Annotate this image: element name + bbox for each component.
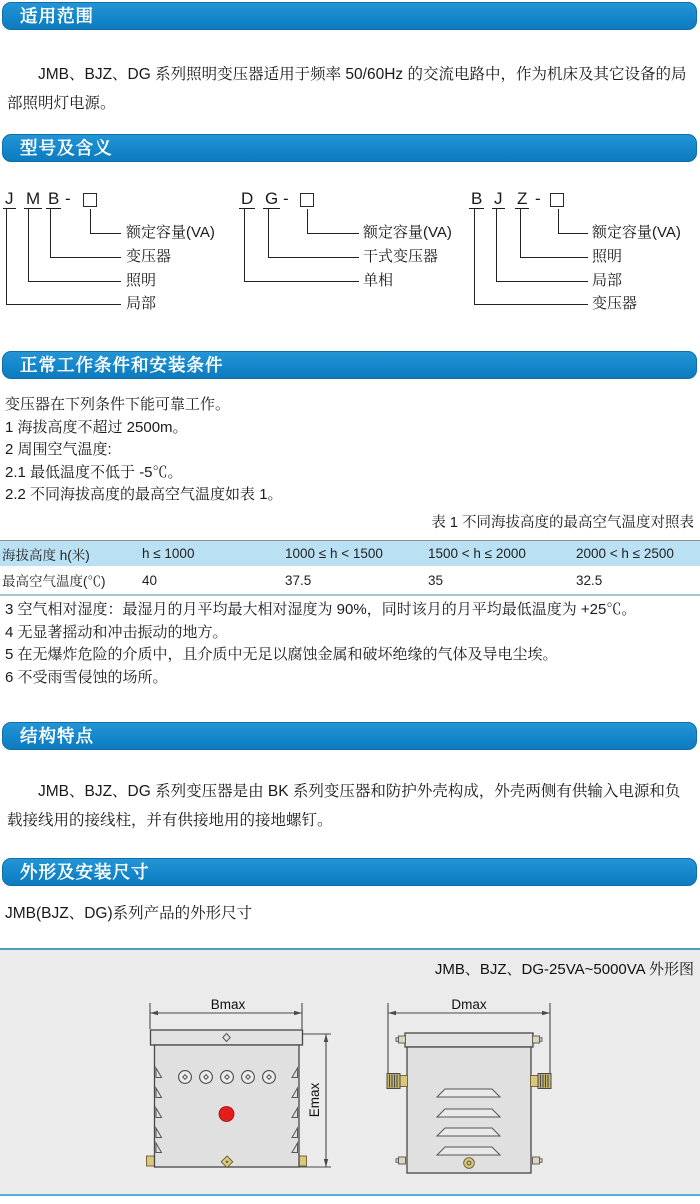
table-cell: 37.5 [285,572,312,588]
section-banner-scope [2,2,697,30]
capacity-box [550,193,564,207]
section-title-structure: 结构特点 [20,726,94,746]
ground-screw [464,1158,475,1169]
structure-paragraph: JMB、BJZ、DG 系列变压器是由 BK 系列变压器和防护外壳构成，外壳两侧有供输入电源和负载接线用的接线柱，并有供接地用的接地螺钉。 [7,783,681,829]
model-letter: B [471,189,483,208]
condition-line: 4 无显著摇动和冲击振动的地方。 [5,623,228,641]
dimensions-subtitle: JMB(BJZ、DG)系列产品的外形尺寸 [5,905,253,922]
scope-paragraph: JMB、BJZ、DG 系列照明变压器适用于频率 50/60Hz 的交流电路中，作为机床及其它设备的局部照明灯电源。 [7,66,687,112]
capacity-box [300,193,314,207]
capacity-box [83,193,97,207]
section-title-scope: 适用范围 [20,6,94,26]
section-banner-conditions [2,351,697,379]
table-caption: 表 1 不同海拔高度的最高空气温度对照表 [431,515,694,531]
model-label: 额定容量(VA) [363,224,452,241]
emax-dimension-label: Emax [307,1082,322,1118]
table-header-cell: 1500 < h ≤ 2000 [428,546,526,561]
section-title-model: 型号及含义 [20,138,113,158]
condition-line: 2 周围空气温度: [5,441,112,458]
connector-line [244,208,359,282]
model-letter: Z [517,189,528,208]
altitude-temperature-table [0,540,700,596]
bmax-dimension-label: Bmax [210,997,246,1012]
condition-line: 5 在无爆炸危险的介质中，且介质中无足以腐蚀金属和破坏绝缘的气体及导电尘埃。 [5,646,558,663]
model-separator: - [65,189,71,208]
red-indicator-light [219,1107,234,1122]
model-letter: B [48,189,60,208]
section-banner-structure [2,722,697,750]
conditions-list-continued [5,599,697,689]
model-label: 干式变压器 [363,248,439,265]
model-label: 局部 [592,272,623,289]
connector-line [6,208,121,305]
table-cell: 32.5 [576,572,603,588]
table-cell: 最高空气温度(℃) [2,574,106,589]
table-header-cell: 2000 < h ≤ 2500 [576,546,674,561]
table-header-row [0,541,700,566]
model-label: 照明 [592,248,623,265]
dmax-dimension-label: Dmax [451,997,487,1012]
model-label: 变压器 [592,295,638,312]
condition-line: 2.2 不同海拔高度的最高空气温度如表 1。 [5,486,283,503]
model-separator: - [535,189,541,208]
section-banner-model [2,134,697,162]
model-letter: D [241,189,254,208]
table-header-cell: h ≤ 1000 [142,546,195,561]
model-letter: J [5,189,14,208]
section-title-conditions: 正常工作条件和安装条件 [20,355,224,375]
model-letter: M [26,189,41,208]
transformer-body-front [155,1045,300,1167]
condition-line: 6 不受雨雪侵蚀的场所。 [5,668,168,686]
model-label: 额定容量(VA) [592,224,681,241]
table-header-cell: 海拔高度 h(米) [2,547,90,563]
figure-panel [0,948,700,1196]
connector-line [474,208,588,305]
table-cell: 40 [142,572,158,588]
model-label: 额定容量(VA) [126,224,215,241]
condition-line: 2.1 最低温度不低于 -5℃。 [5,463,183,481]
front-view-drawing [140,995,340,1180]
condition-line: 3 空气相对湿度：最湿月的月平均最大相对湿度为 90%，同时该月的月平均最低温度为 +25℃。 [5,601,637,618]
model-label: 局部 [126,295,157,312]
table-row [0,566,700,594]
model-separator: - [283,189,289,208]
condition-line: 1 海拔高度不超过 2500m。 [5,418,188,436]
side-view-drawing [380,995,560,1180]
section-banner-dimensions [2,858,697,886]
section-title-dimensions: 外形及安装尺寸 [20,862,150,882]
model-label: 变压器 [126,248,172,265]
conditions-list [5,394,697,507]
model-letter: J [494,189,503,208]
model-label: 单相 [363,272,394,289]
table-cell: 35 [428,572,444,588]
model-label: 照明 [126,272,157,289]
model-letter: G [265,189,279,208]
condition-line: 变压器在下列条件下能可靠工作。 [5,396,231,413]
figure-title: JMB、BJZ、DG-25VA~5000VA 外形图 [434,961,694,978]
table-header-cell: 1000 ≤ h < 1500 [285,546,383,561]
